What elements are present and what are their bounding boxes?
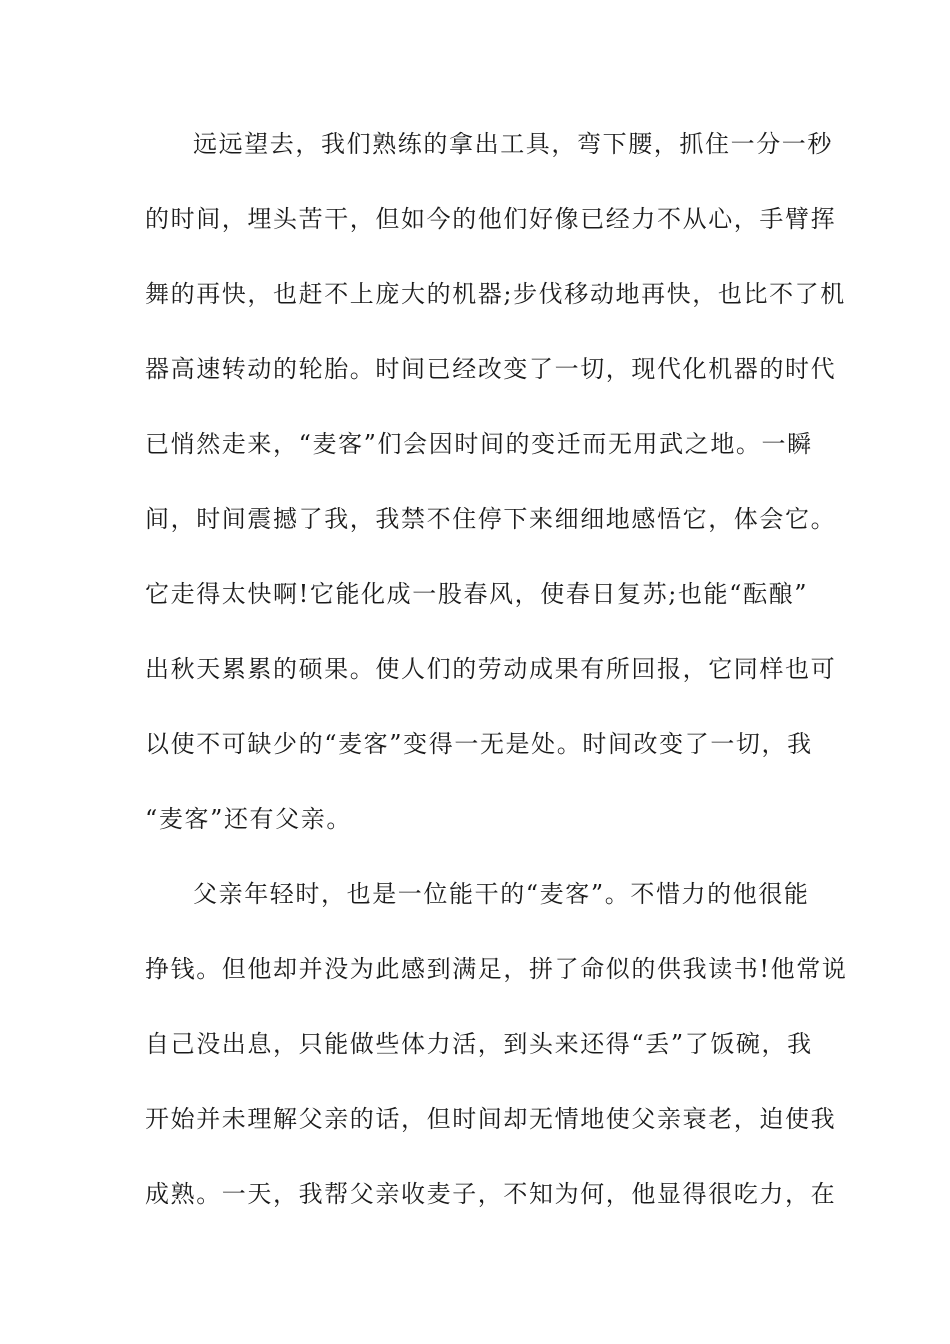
paragraph-1-line-6: 间，时间震撼了我，我禁不住停下来细细地感悟它，体会它。 <box>145 505 837 533</box>
paragraph-1-line-9: 以使不可缺少的“麦客”变得一无是处。时间改变了一切，我 <box>145 730 813 758</box>
paragraph-2-line-2: 挣钱。但他却并没为此感到满足，拼了命似的供我读书!他常说 <box>145 955 848 983</box>
paragraph-2-line-5: 成熟。一天，我帮父亲收麦子，不知为何，他显得很吃力，在 <box>145 1180 837 1208</box>
paragraph-1-line-7: 它走得太快啊!它能化成一股春风，使春日复苏;也能“酝酿” <box>145 580 809 608</box>
paragraph-1-line-3: 舞的再快，也赶不上庞大的机器;步伐移动地再快，也比不了机 <box>145 280 846 308</box>
paragraph-1-line-10: “麦客”还有父亲。 <box>145 805 352 833</box>
paragraph-2-line-4: 开始并未理解父亲的话，但时间却无情地使父亲衰老，迫使我 <box>145 1105 837 1133</box>
paragraph-1-line-5: 已悄然走来，“麦客”们会因时间的变迁而无用武之地。一瞬 <box>145 430 813 458</box>
paragraph-1-line-4: 器高速转动的轮胎。时间已经改变了一切，现代化机器的时代 <box>145 355 837 383</box>
document-body <box>145 118 848 1243</box>
paragraph-1-line-1: 远远望去，我们熟练的拿出工具，弯下腰，抓住一分一秒 <box>193 130 833 158</box>
paragraph-2-line-3: 自己没出息，只能做些体力活，到头来还得“丢”了饭碗，我 <box>145 1030 813 1058</box>
paragraph-2-line-1: 父亲年轻时，也是一位能干的“麦客”。不惜力的他很能 <box>193 880 810 908</box>
paragraph-1-line-8: 出秋天累累的硕果。使人们的劳动成果有所回报，它同样也可 <box>145 655 837 683</box>
paragraph-1-line-2: 的时间，埋头苦干，但如今的他们好像已经力不从心，手臂挥 <box>145 205 837 233</box>
